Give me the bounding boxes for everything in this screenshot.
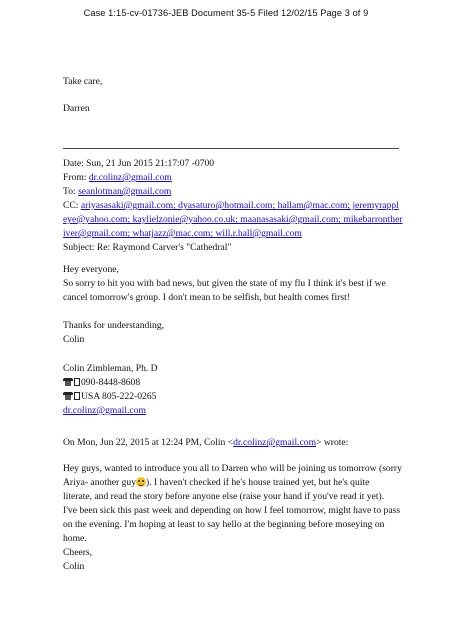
email-headers [63, 157, 403, 255]
missing-glyph-box [74, 378, 80, 386]
case-header: Case 1:15-cv-01736-JEB Document 35-5 Filed 12/02/15 Page 3 of 9 [83, 8, 369, 18]
email-date: Date: Sun, 21 Jun 2015 21:17:07 -0700 [63, 158, 215, 169]
smiley-icon [136, 477, 146, 487]
closing-block [63, 75, 403, 116]
email-cc-cont-1 [63, 213, 403, 227]
quoted-body [63, 462, 403, 574]
body-thanks: Thanks for understanding, [63, 320, 164, 331]
quote-intro-pre: On Mon, Jun 22, 2015 at 12:24 PM, Colin < [63, 437, 234, 448]
from-label: From: [63, 172, 89, 183]
quote-line-2 [63, 476, 403, 490]
cc-addresses-line3[interactable]: iver@gmail.com; whatjazz@mac.com; will.r.hall@gmail.com [63, 228, 302, 239]
closing-name: Darren [63, 103, 90, 114]
phone-icon [63, 378, 73, 386]
signature-email [63, 404, 403, 418]
from-address-link[interactable]: dr.colinz@gmail.com [88, 172, 172, 183]
email-subject: Subject: Re: Raymond Carver's "Cathedral" [63, 242, 232, 253]
signature-block [63, 362, 403, 418]
body-sign: Colin [63, 334, 85, 345]
body-line-1: So sorry to hit you with bad news, but given the state of my flu I think it's best if we [63, 278, 386, 289]
signature-email-link[interactable]: dr.colinz@gmail.com [63, 405, 146, 416]
quote-intro-email-link[interactable]: dr.colinz@gmail.com [233, 437, 317, 448]
quote-line-3: literate, and read the story before anyone else (raise your hand if you've read it yet). [63, 491, 385, 502]
email-to [63, 185, 403, 199]
phone-icon [63, 392, 73, 400]
closing-take-care: Take care, [63, 76, 103, 87]
cc-addresses-line2[interactable]: eye@yahoo.com; kaylielzonie@yahoo.co.uk; maanasasaki@gmail.com; mikebarronther [63, 214, 403, 225]
quote-line-1: Hey guys, wanted to introduce you all to Darren who will be joining us tomorrow (sorry [63, 463, 402, 474]
phone-1-number: 090-8448-8608 [81, 377, 141, 388]
quoted-intro [63, 436, 403, 450]
cc-label: CC: [63, 200, 81, 211]
to-label: To: [63, 186, 79, 197]
signature-phone-2 [63, 390, 403, 404]
divider [63, 148, 399, 149]
quote-line-2b: ). I haven't checked if he's house trained yet, but he's quite [146, 477, 370, 488]
quote-line-5: on the evening. I'm hoping at least to say hello at the beginning before moseying on [63, 519, 385, 530]
email-from [63, 171, 403, 185]
quote-line-6: home. [63, 533, 87, 544]
email-cc-cont-2 [63, 227, 403, 241]
quote-intro-post: > wrote: [316, 437, 349, 448]
cc-addresses-line1[interactable]: ariyasasaki@gmail.com; dyasaturo@hotmail.com; hallam@mac.com; jeremyrappl [80, 200, 399, 211]
quote-intro-line [63, 436, 403, 450]
body-greeting: Hey everyone, [63, 264, 119, 275]
quote-line-2a: Ariya- another guy [63, 477, 136, 488]
signature-name: Colin Zimbleman, Ph. D [63, 363, 158, 374]
email-cc [63, 199, 403, 213]
body-line-2: cancel tomorrow's group. I don't mean to be selfish, but health comes first! [63, 292, 350, 303]
signature-phone-1 [63, 376, 403, 390]
quote-line-4: I've been sick this past week and depending on how I feel tomorrow, might have to pass [63, 505, 401, 516]
quote-cheers: Cheers, [63, 547, 93, 558]
quote-sign: Colin [63, 561, 85, 572]
phone-2-number: USA 805-222-0265 [81, 391, 157, 402]
email-body [63, 263, 403, 347]
to-address-link[interactable]: seanlotman@gmail.com [78, 186, 172, 197]
missing-glyph-box [74, 392, 80, 400]
